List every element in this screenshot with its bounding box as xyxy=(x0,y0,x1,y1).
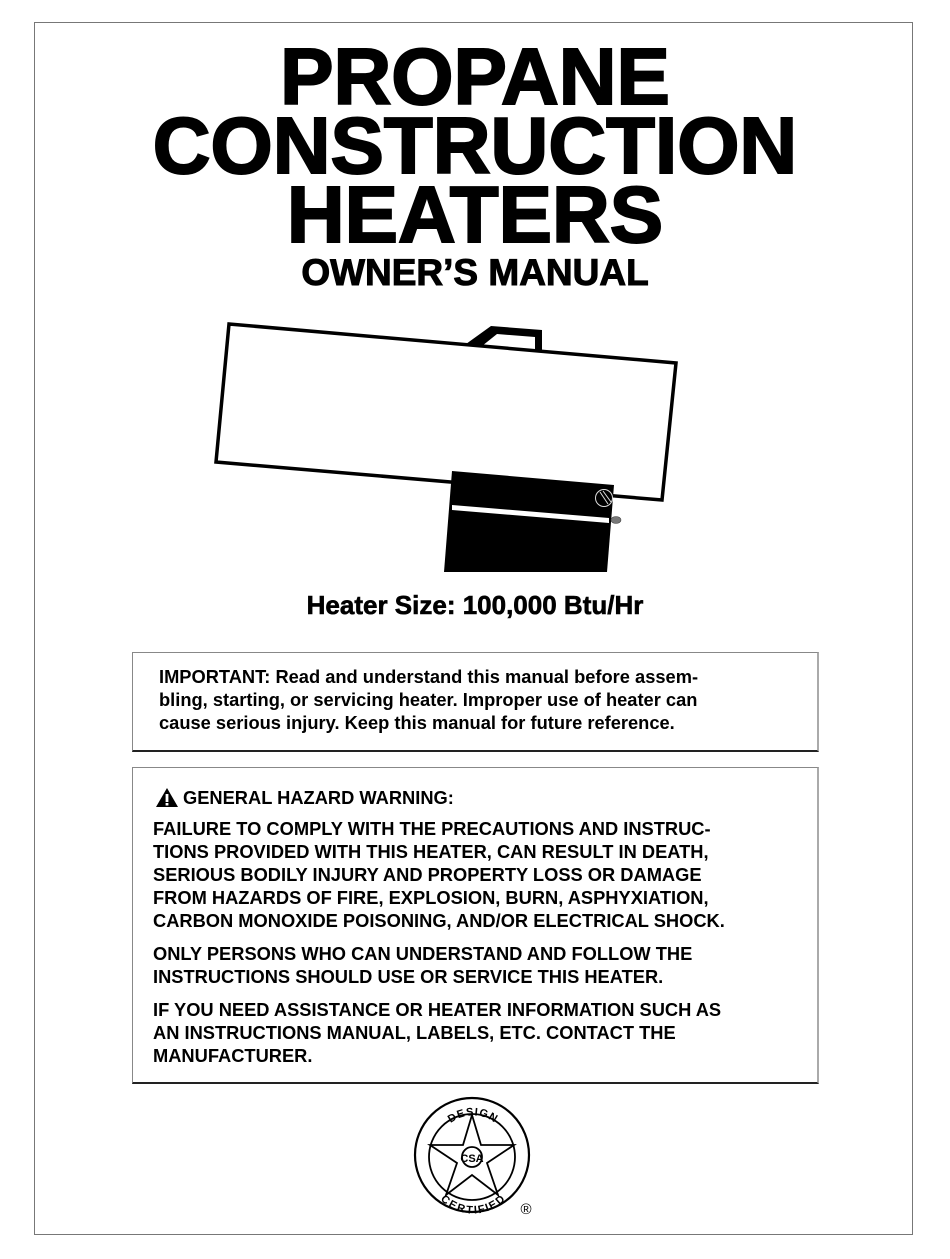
important-line: IMPORTANT: Read and understand this manual before assem- xyxy=(159,666,699,687)
warning-line: FROM HAZARDS OF FIRE, EXPLOSION, BURN, ASPHYXIATION, xyxy=(153,887,709,908)
warning-line: MANUFACTURER. xyxy=(153,1045,313,1066)
heater-illustration xyxy=(200,310,700,590)
warning-line: AN INSTRUCTIONS MANUAL, LABELS, ETC. CONTACT THE xyxy=(153,1022,676,1043)
title-text: HEATERS xyxy=(286,170,664,259)
warning-paragraph-3 xyxy=(153,998,797,1067)
warning-heading xyxy=(155,786,797,809)
warning-line: FAILURE TO COMPLY WITH THE PRECAUTIONS AND INSTRUC- xyxy=(153,818,711,839)
warning-line: TIONS PROVIDED WITH THIS HEATER, CAN RESULT IN DEATH, xyxy=(153,841,709,862)
important-line: cause serious injury. Keep this manual for future reference. xyxy=(159,712,675,733)
subtitle-text: OWNER’S MANUAL xyxy=(301,252,649,293)
title-text: CONSTRUCTION xyxy=(152,101,798,190)
subtitle xyxy=(0,254,950,291)
title-line-3 xyxy=(0,170,950,259)
warning-paragraph-2 xyxy=(153,942,797,988)
warning-line: IF YOU NEED ASSISTANCE OR HEATER INFORMATION SUCH AS xyxy=(153,999,722,1020)
svg-text:DESIGN: DESIGN xyxy=(445,1106,501,1126)
csa-design-certified-logo xyxy=(410,1093,536,1219)
important-line: bling, starting, or servicing heater. Improper use of heater can xyxy=(159,689,698,710)
heater-size: Heater Size: 100,000 Btu/Hr xyxy=(306,590,644,620)
title-text: PROPANE xyxy=(280,32,670,121)
warning-line: ONLY PERSONS WHO CAN UNDERSTAND AND FOLLOW THE xyxy=(153,943,693,964)
general-hazard-warning-box xyxy=(132,767,819,1084)
svg-text:®: ® xyxy=(520,1201,532,1218)
warning-heading-text: GENERAL HAZARD WARNING: xyxy=(183,787,454,808)
svg-text:CSA: CSA xyxy=(460,1153,484,1165)
svg-text:CERTIFIED: CERTIFIED xyxy=(438,1192,508,1217)
important-notice-box xyxy=(132,652,819,752)
warning-paragraph-1 xyxy=(153,817,797,932)
warning-triangle-icon xyxy=(155,787,179,808)
warning-line: CARBON MONOXIDE POISONING, AND/OR ELECTRICAL SHOCK. xyxy=(153,910,725,931)
warning-line: INSTRUCTIONS SHOULD USE OR SERVICE THIS HEATER. xyxy=(153,966,664,987)
warning-line: SERIOUS BODILY INJURY AND PROPERTY LOSS OR DAMAGE xyxy=(153,864,702,885)
